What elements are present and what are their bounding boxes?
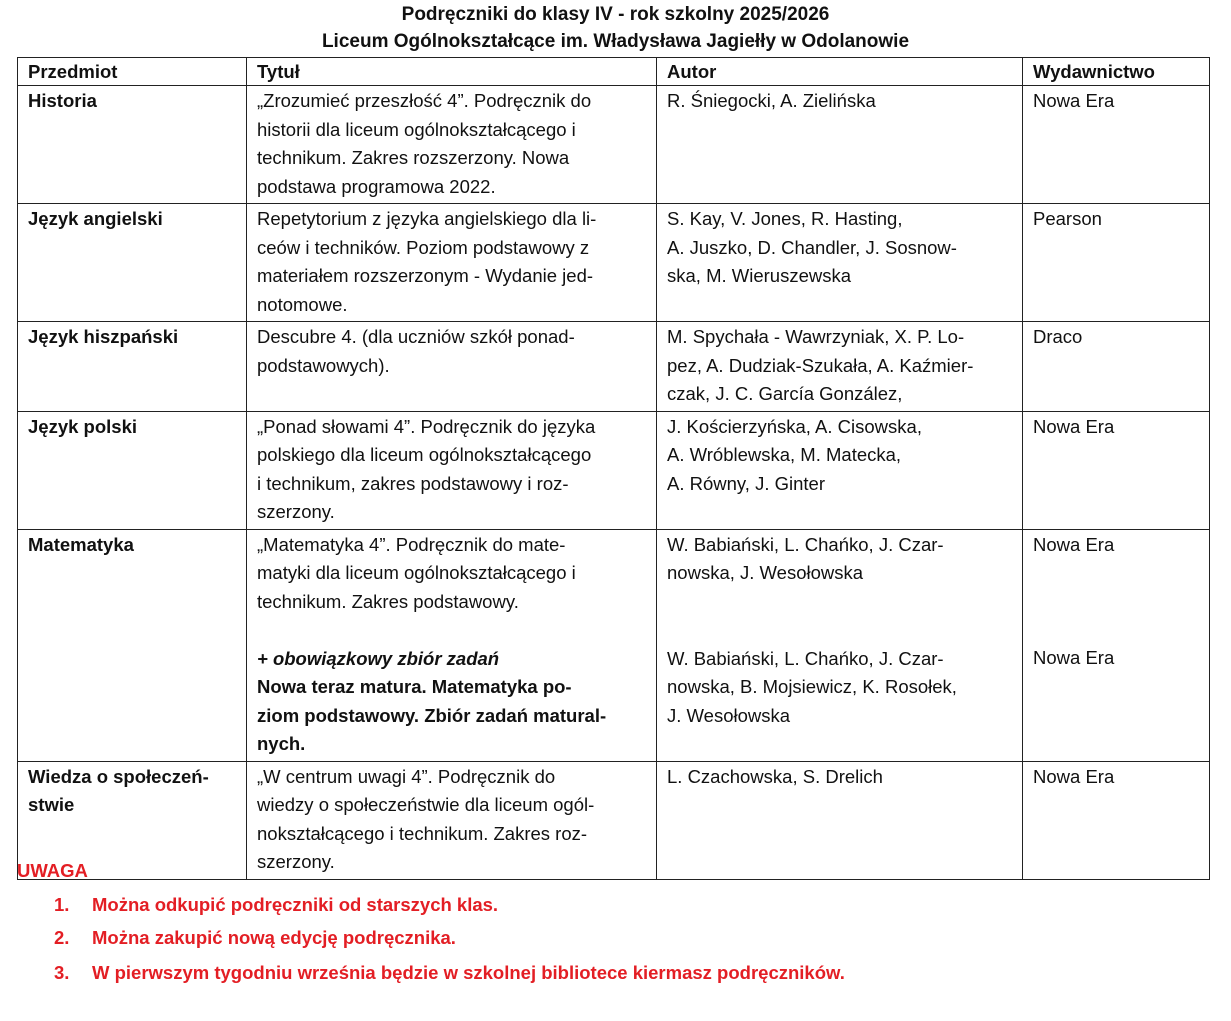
title-line: polskiego dla liceum ogólnokształcącego [257, 444, 592, 465]
title-cell [247, 529, 657, 761]
title-line: i technikum, zakres podstawowy i roz- [257, 472, 569, 494]
title-line: „Matematyka 4”. Podręcznik do mate- [257, 533, 566, 555]
author-line: ska, M. Wieruszewska [667, 265, 852, 286]
extra-author-line: J. Wesołowska [667, 704, 791, 726]
header-title: Tytuł [247, 58, 657, 86]
title-line: historii dla liceum ogólnokształcącego i [257, 118, 576, 140]
extra-author-line: W. Babiański, L. Chańko, J. Czar- [667, 647, 944, 669]
table-header-row [18, 58, 1210, 86]
title-line: szerzony. [257, 501, 335, 522]
publisher-cell: Nowa Era [1023, 761, 1210, 879]
header-subject: Przedmiot [18, 58, 247, 86]
author-line: S. Kay, V. Jones, R. Hasting, [667, 208, 903, 229]
author-cell [657, 529, 1023, 761]
document-title: Podręczniki do klasy IV - rok szkolny 2025/2026 [401, 4, 830, 25]
note-item-number: 1. [54, 894, 70, 915]
subject-cell: Język hiszpański [18, 322, 247, 412]
note-item-number: 3. [54, 962, 70, 983]
textbook-table [17, 57, 1210, 880]
note-item-text: Można odkupić podręczniki od starszych klas. [92, 894, 499, 915]
title-line: „Zrozumieć przeszłość 4”. Podręcznik do [257, 90, 592, 111]
header-publisher: Wydawnictwo [1023, 58, 1210, 86]
subject-cell: Język polski [18, 411, 247, 529]
table-row [18, 204, 1210, 322]
title-line: wiedzy o społeczeństwie dla liceum ogól- [257, 794, 595, 815]
table-row [18, 411, 1210, 529]
title-line: Repetytorium z języka angielskiego dla li- [257, 208, 597, 229]
publisher-value: Nowa Era [1033, 533, 1115, 555]
note-item [17, 958, 1209, 988]
title-line: matyki dla liceum ogólnokształcącego i [257, 562, 576, 583]
extra-publisher-value: Nowa Era [1033, 647, 1115, 668]
author-line: czak, J. C. García González, [667, 383, 903, 404]
publisher-cell: Draco [1023, 322, 1210, 412]
extra-title-line: nych. [257, 733, 306, 754]
table-row [18, 322, 1210, 412]
author-cell [657, 86, 1023, 204]
spacer [257, 616, 646, 645]
title-line: szerzony. [257, 851, 335, 872]
title-cell [247, 322, 657, 412]
subject-line: Wiedza o społeczeń- [28, 765, 209, 787]
extra-heading: + obowiązkowy zbiór zadań [257, 647, 500, 669]
note-item [17, 890, 1209, 920]
note-section [17, 857, 1209, 988]
note-list [17, 890, 1209, 988]
note-heading: UWAGA [17, 860, 88, 881]
document-subtitle: Liceum Ogólnokształcące im. Władysława Jagiełły w Odolanowie [321, 31, 910, 52]
subject-line: stwie [28, 794, 75, 815]
subject-cell: Historia [18, 86, 247, 204]
extra-author-line: nowska, B. Mojsiewicz, K. Rosołek, [667, 676, 957, 697]
spacer [667, 616, 1012, 645]
title-line: materiałem rozszerzonym - Wydanie jed- [257, 265, 594, 286]
publisher-cell: Nowa Era [1023, 411, 1210, 529]
subject-cell: Język angielski [18, 204, 247, 322]
title-line: technikum. Zakres podstawowy. [257, 590, 519, 612]
note-item-number: 2. [54, 927, 70, 948]
note-item [17, 923, 1209, 953]
title-cell [247, 411, 657, 529]
title-line: podstawa programowa 2022. [257, 175, 496, 197]
table-row [18, 529, 1210, 761]
extra-title-line: Nowa teraz matura. Matematyka po- [257, 676, 572, 697]
author-line: W. Babiański, L. Chańko, J. Czar- [667, 533, 944, 555]
author-line: A. Równy, J. Ginter [667, 472, 825, 494]
title-line: ceów i techników. Poziom podstawowy z [257, 236, 590, 258]
title-line: „Ponad słowami 4”. Podręcznik do języka [257, 415, 596, 437]
author-line: A. Juszko, D. Chandler, J. Sosnow- [667, 236, 957, 258]
title-line: nokształcącego i technikum. Zakres roz- [257, 822, 588, 844]
title-line: notomowe. [257, 293, 348, 315]
author-line: M. Spychała - Wawrzyniak, X. P. Lo- [667, 326, 965, 347]
extra-title-line: ziom podstawowy. Zbiór zadań matural- [257, 704, 607, 726]
publisher-cell [1023, 529, 1210, 761]
title-cell [247, 86, 657, 204]
title-line: „W centrum uwagi 4”. Podręcznik do [257, 765, 556, 787]
title-line: podstawowych). [257, 354, 390, 376]
author-line: A. Wróblewska, M. Matecka, [667, 444, 902, 465]
header-author: Autor [657, 58, 1023, 86]
note-item-text: Można zakupić nową edycję podręcznika. [92, 927, 456, 948]
author-line: nowska, J. Wesołowska [667, 562, 864, 583]
author-line: R. Śniegocki, A. Zielińska [667, 90, 876, 111]
author-line: J. Kościerzyńska, A. Cisowska, [667, 415, 922, 437]
author-cell [657, 204, 1023, 322]
author-cell [657, 322, 1023, 412]
spacer [667, 588, 1012, 617]
author-line: L. Czachowska, S. Drelich [667, 765, 883, 787]
publisher-cell: Nowa Era [1023, 86, 1210, 204]
author-line: pez, A. Dudziak-Szukała, A. Kaźmier- [667, 354, 974, 376]
publisher-cell: Pearson [1023, 204, 1210, 322]
subject-cell: Matematyka [18, 529, 247, 761]
note-item-text: W pierwszym tygodniu września będzie w szkolnej bibliotece kiermasz podręczników. [92, 962, 845, 983]
author-cell [657, 411, 1023, 529]
table-row [18, 86, 1210, 204]
title-cell [247, 204, 657, 322]
title-line: technikum. Zakres rozszerzony. Nowa [257, 147, 570, 168]
title-line: Descubre 4. (dla uczniów szkół ponad- [257, 326, 575, 347]
